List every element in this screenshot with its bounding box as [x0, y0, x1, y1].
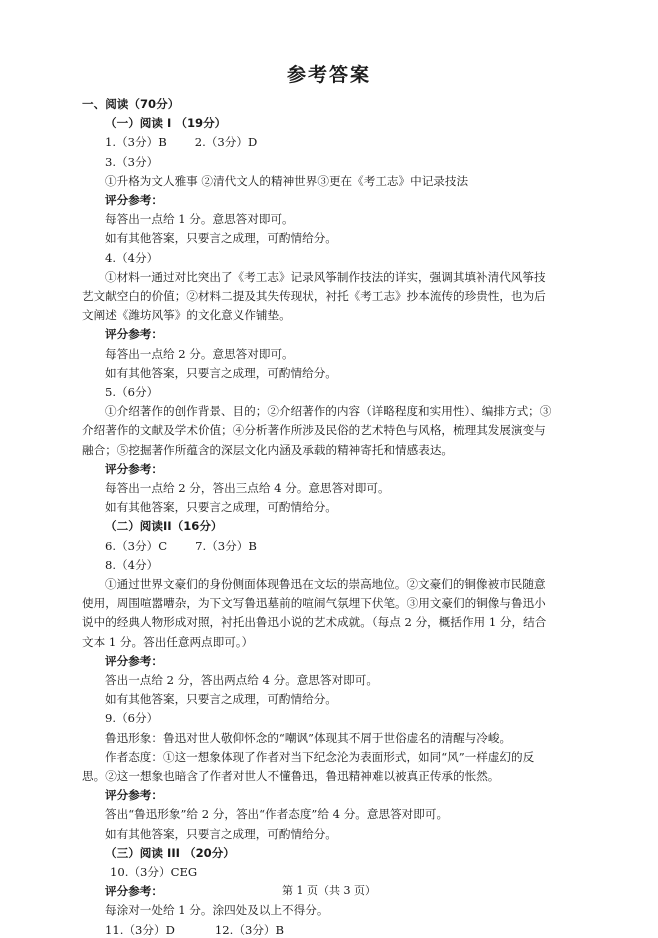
q11-answer: 11.（3分）D: [105, 922, 175, 937]
q6-answer: 6.（3分）C: [105, 538, 168, 553]
q8-answer-line2: 使用，周围喧嚣嘈杂，为下文写鲁迅墓前的喧闹气氛埋下伏笔。③用文豪们的铜像与鲁迅小: [82, 596, 546, 611]
page-footer: 第 1 页（共 3 页）: [282, 884, 376, 897]
q2-answer: 2.（3分）D: [194, 135, 258, 150]
q4-eval-line1: 每答出一点给 2 分。意思答对即可。: [105, 346, 294, 361]
q5-eval-line2: 如有其他答案，只要言之成理，可酌情给分。: [105, 500, 337, 515]
q9-answer-line1: 鲁迅形象：鲁迅对世人敬仰怀念的“嘲讽”体现其不屑于世俗虚名的清醒与冷峻。: [105, 730, 512, 745]
q7-answer: 7.（3分）B: [195, 538, 257, 553]
q8-answer-line1: ①通过世界文豪们的身份侧面体现鲁迅在文坛的崇高地位。②文豪们的铜像被市民随意: [105, 577, 546, 591]
q8-eval-heading: 评分参考：: [105, 653, 163, 668]
part1-heading: （一）阅读 I （19分）: [105, 116, 227, 131]
q3-eval-heading: 评分参考：: [105, 193, 163, 207]
q5-answer-line1: ①介绍著作的创作背景、目的；②介绍著作的内容（详略程度和实用性）、编排方式；③: [105, 404, 552, 419]
part3-heading: （三）阅读 III （20分）: [105, 845, 235, 860]
part2-heading: （二）阅读II（16分）: [105, 519, 223, 534]
q8-answer-line3: 说中的经典人物形成对照，衬托出鲁迅小说的艺术成就。（每点 2 分，概括作用 1 分，结合: [82, 615, 547, 630]
page-title: 参考答案: [286, 64, 371, 86]
q1-q2-answers: [105, 135, 257, 150]
q8-eval-line2: 如有其他答案，只要言之成理，可酌情给分。: [105, 692, 337, 707]
q9-eval-line2: 如有其他答案，只要言之成理，可酌情给分。: [105, 826, 337, 841]
q3-answer: ①升格为文人雅事 ②清代文人的精神世界③更在《考工志》中记录技法: [105, 173, 469, 188]
q12-answer: 12.（3分）B: [214, 922, 285, 937]
q5-answer-line3: 融合；⑤挖掘著作所蕴含的深层文化内涵及承载的精神寄托和情感表达。: [82, 442, 454, 457]
q6-q7-answers: [105, 539, 257, 554]
q3-eval-line2: 如有其他答案，只要言之成理，可酌情给分。: [105, 231, 337, 246]
q5-label: 5.（6分）: [105, 385, 159, 399]
q3-label: 3.（3分）: [105, 154, 159, 169]
q4-eval-line2: 如有其他答案，只要言之成理，可酌情给分。: [105, 365, 337, 380]
q5-answer-line2: 介绍著作的文献及学术价值；④分析著作所涉及民俗的艺术特色与风格，梳理其发展演变与: [82, 423, 546, 438]
q9-label: 9.（6分）: [105, 711, 159, 726]
q9-eval-line1: 答出“鲁迅形象”给 2 分，答出“作者态度”给 4 分。意思答对即可。: [105, 807, 449, 822]
q8-label: 8.（4分）: [105, 557, 159, 572]
q10-eval-heading: 评分参考：: [105, 884, 163, 899]
q4-label: 4.（4分）: [105, 250, 159, 265]
q8-answer-line4: 文本 1 分。答出任意两点即可。）: [82, 634, 254, 649]
q4-answer-line1: ①材料一通过对比突出了《考工志》记录风筝制作技法的详实，强调其填补清代风筝技: [105, 269, 546, 284]
q9-answer-line2: 作者态度：①这一想象体现了作者对当下纪念沦为表面形式，如同“风”一样虚幻的反: [105, 749, 535, 764]
q4-eval-heading: 评分参考：: [105, 327, 163, 342]
q5-eval-line1: 每答出一点给 2 分，答出三点给 4 分。意思答对即可。: [105, 481, 390, 495]
q9-eval-heading: 评分参考：: [105, 788, 163, 803]
q5-eval-heading: 评分参考：: [105, 461, 163, 476]
q9-answer-line3: 思。②这一想象也暗含了作者对世人不懂鲁迅，鲁迅精神难以被真正传承的怅然。: [82, 769, 500, 783]
q10-answer: 10.（3分）CEG: [110, 865, 198, 879]
section-heading-reading: 一、阅读（70分）: [82, 97, 180, 111]
q11-q12-answers: [105, 923, 284, 938]
q10-eval-line1: 每涂对一处给 1 分。涂四处及以上不得分。: [105, 903, 329, 918]
q1-answer: 1.（3分）B: [105, 135, 167, 150]
q3-eval-line1: 每答出一点给 1 分。意思答对即可。: [105, 212, 294, 227]
q4-answer-line3: 文阐述《潍坊风筝》的文化意义作铺垫。: [82, 308, 291, 323]
q8-eval-line1: 答出一点给 2 分，答出两点给 4 分。意思答对即可。: [105, 673, 378, 687]
q4-answer-line2: 艺文献空白的价值；②材料二提及其失传现状，衬托《考工志》抄本流传的珍贵性，也为后: [82, 289, 546, 303]
